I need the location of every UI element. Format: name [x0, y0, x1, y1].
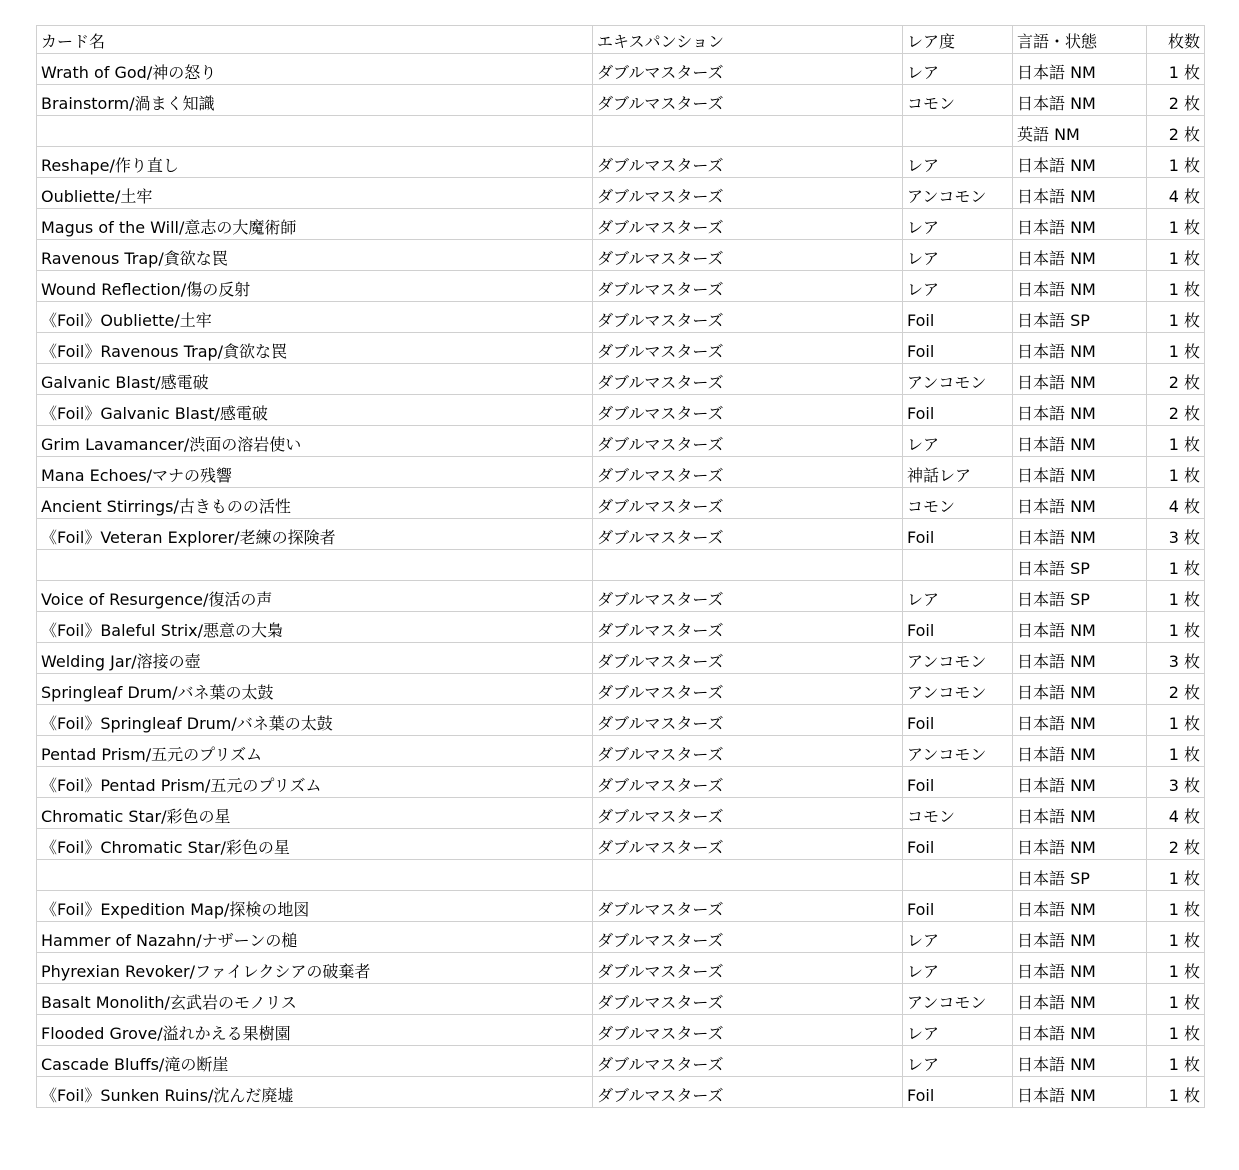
quantity-cell: 3 枚: [1147, 519, 1205, 550]
language-condition-cell: 日本語 NM: [1013, 488, 1147, 519]
rarity-cell: レア: [903, 271, 1013, 302]
rarity-cell: Foil: [903, 705, 1013, 736]
table-row: [37, 767, 1205, 798]
quantity-cell: 1 枚: [1147, 891, 1205, 922]
rarity-cell: レア: [903, 147, 1013, 178]
card-name-cell: Welding Jar/溶接の壺: [37, 643, 593, 674]
card-name-cell: 《Foil》Pentad Prism/五元のプリズム: [37, 767, 593, 798]
table-row: [37, 147, 1205, 178]
rarity-cell: Foil: [903, 767, 1013, 798]
card-name-cell: Wrath of God/神の怒り: [37, 54, 593, 85]
expansion-cell: ダブルマスターズ: [593, 364, 903, 395]
language-condition-cell: 日本語 NM: [1013, 147, 1147, 178]
table-row: [37, 891, 1205, 922]
table-row: [37, 1077, 1205, 1108]
language-condition-cell: 日本語 NM: [1013, 674, 1147, 705]
card-name-cell: [37, 116, 593, 147]
quantity-cell: 1 枚: [1147, 302, 1205, 333]
language-condition-cell: 日本語 NM: [1013, 519, 1147, 550]
expansion-cell: ダブルマスターズ: [593, 426, 903, 457]
language-condition-cell: 日本語 NM: [1013, 891, 1147, 922]
expansion-cell: ダブルマスターズ: [593, 271, 903, 302]
table-row: [37, 860, 1205, 891]
rarity-cell: レア: [903, 54, 1013, 85]
quantity-cell: 2 枚: [1147, 395, 1205, 426]
table-row: [37, 581, 1205, 612]
table-row: [37, 209, 1205, 240]
expansion-cell: ダブルマスターズ: [593, 54, 903, 85]
quantity-cell: 1 枚: [1147, 333, 1205, 364]
language-condition-cell: 日本語 NM: [1013, 829, 1147, 860]
card-name-cell: Springleaf Drum/バネ葉の太鼓: [37, 674, 593, 705]
language-condition-cell: 日本語 SP: [1013, 581, 1147, 612]
card-name-cell: Brainstorm/渦まく知識: [37, 85, 593, 116]
card-name-cell: 《Foil》Springleaf Drum/バネ葉の太鼓: [37, 705, 593, 736]
card-name-cell: Grim Lavamancer/渋面の溶岩使い: [37, 426, 593, 457]
expansion-cell: ダブルマスターズ: [593, 922, 903, 953]
expansion-cell: ダブルマスターズ: [593, 891, 903, 922]
expansion-cell: ダブルマスターズ: [593, 488, 903, 519]
language-condition-cell: 日本語 NM: [1013, 705, 1147, 736]
rarity-cell: アンコモン: [903, 364, 1013, 395]
table-row: [37, 705, 1205, 736]
table-row: [37, 116, 1205, 147]
expansion-cell: ダブルマスターズ: [593, 302, 903, 333]
expansion-cell: [593, 550, 903, 581]
rarity-cell: レア: [903, 581, 1013, 612]
table-row: [37, 240, 1205, 271]
expansion-header: エキスパンション: [593, 26, 903, 54]
expansion-cell: ダブルマスターズ: [593, 240, 903, 271]
table-row: [37, 612, 1205, 643]
quantity-cell: 3 枚: [1147, 767, 1205, 798]
rarity-cell: コモン: [903, 798, 1013, 829]
quantity-cell: 1 枚: [1147, 271, 1205, 302]
language-condition-cell: 日本語 NM: [1013, 395, 1147, 426]
table-row: [37, 302, 1205, 333]
language-condition-cell: 日本語 NM: [1013, 922, 1147, 953]
card-list-sheet: [36, 25, 1204, 1108]
language-condition-cell: 日本語 NM: [1013, 1015, 1147, 1046]
quantity-cell: 1 枚: [1147, 54, 1205, 85]
table-row: [37, 984, 1205, 1015]
card-name-cell: Voice of Resurgence/復活の声: [37, 581, 593, 612]
card-name-cell: Phyrexian Revoker/ファイレクシアの破棄者: [37, 953, 593, 984]
expansion-cell: [593, 860, 903, 891]
language-condition-cell: 日本語 NM: [1013, 426, 1147, 457]
rarity-cell: レア: [903, 240, 1013, 271]
language-condition-cell: 日本語 NM: [1013, 1046, 1147, 1077]
quantity-cell: 2 枚: [1147, 116, 1205, 147]
quantity-cell: 1 枚: [1147, 550, 1205, 581]
quantity-cell: 2 枚: [1147, 85, 1205, 116]
expansion-cell: ダブルマスターズ: [593, 1077, 903, 1108]
card-name-cell: Ravenous Trap/貪欲な罠: [37, 240, 593, 271]
expansion-cell: ダブルマスターズ: [593, 85, 903, 116]
quantity-cell: 1 枚: [1147, 581, 1205, 612]
table-row: [37, 54, 1205, 85]
rarity-cell: レア: [903, 1015, 1013, 1046]
language-condition-cell: 日本語 NM: [1013, 736, 1147, 767]
card-name-cell: Reshape/作り直し: [37, 147, 593, 178]
table-row: [37, 1046, 1205, 1077]
language-condition-cell: 日本語 NM: [1013, 85, 1147, 116]
quantity-cell: 1 枚: [1147, 147, 1205, 178]
table-row: [37, 457, 1205, 488]
card-name-cell: 《Foil》Baleful Strix/悪意の大梟: [37, 612, 593, 643]
card-name-cell: 《Foil》Expedition Map/探検の地図: [37, 891, 593, 922]
table-row: [37, 271, 1205, 302]
expansion-cell: ダブルマスターズ: [593, 457, 903, 488]
quantity-cell: 3 枚: [1147, 643, 1205, 674]
language-condition-cell: 日本語 NM: [1013, 240, 1147, 271]
rarity-cell: アンコモン: [903, 736, 1013, 767]
language-condition-cell: 日本語 SP: [1013, 860, 1147, 891]
card-name-cell: 《Foil》Ravenous Trap/貪欲な罠: [37, 333, 593, 364]
language-condition-cell: 日本語 NM: [1013, 612, 1147, 643]
expansion-cell: ダブルマスターズ: [593, 1015, 903, 1046]
quantity-cell: 1 枚: [1147, 240, 1205, 271]
table-row: [37, 178, 1205, 209]
rarity-cell: Foil: [903, 395, 1013, 426]
rarity-cell: レア: [903, 922, 1013, 953]
card-name-cell: Cascade Bluffs/滝の断崖: [37, 1046, 593, 1077]
rarity-cell: コモン: [903, 85, 1013, 116]
quantity-cell: 1 枚: [1147, 457, 1205, 488]
table-row: [37, 426, 1205, 457]
quantity-cell: 1 枚: [1147, 1046, 1205, 1077]
card-name-cell: 《Foil》Sunken Ruins/沈んだ廃墟: [37, 1077, 593, 1108]
language-condition-cell: 日本語 NM: [1013, 643, 1147, 674]
table-row: [37, 674, 1205, 705]
card-name-cell: 《Foil》Galvanic Blast/感電破: [37, 395, 593, 426]
expansion-cell: ダブルマスターズ: [593, 705, 903, 736]
table-row: [37, 85, 1205, 116]
language-condition-cell: 日本語 SP: [1013, 302, 1147, 333]
rarity-cell: Foil: [903, 829, 1013, 860]
table-row: [37, 395, 1205, 426]
language-condition-cell: 日本語 NM: [1013, 54, 1147, 85]
rarity-cell: Foil: [903, 1077, 1013, 1108]
expansion-cell: ダブルマスターズ: [593, 767, 903, 798]
card-name-cell: 《Foil》Veteran Explorer/老練の探険者: [37, 519, 593, 550]
quantity-cell: 1 枚: [1147, 922, 1205, 953]
expansion-cell: [593, 116, 903, 147]
language-condition-cell: 日本語 NM: [1013, 333, 1147, 364]
quantity-cell: 1 枚: [1147, 705, 1205, 736]
expansion-cell: ダブルマスターズ: [593, 953, 903, 984]
card-name-cell: Chromatic Star/彩色の星: [37, 798, 593, 829]
quantity-cell: 4 枚: [1147, 178, 1205, 209]
card-table: [36, 25, 1205, 1108]
expansion-cell: ダブルマスターズ: [593, 984, 903, 1015]
card-name-cell: 《Foil》Oubliette/土牢: [37, 302, 593, 333]
expansion-cell: ダブルマスターズ: [593, 643, 903, 674]
expansion-cell: ダブルマスターズ: [593, 612, 903, 643]
quantity-cell: 1 枚: [1147, 736, 1205, 767]
language-condition-cell: 日本語 NM: [1013, 457, 1147, 488]
expansion-cell: ダブルマスターズ: [593, 395, 903, 426]
rarity-cell: [903, 550, 1013, 581]
card-name-cell: 《Foil》Chromatic Star/彩色の星: [37, 829, 593, 860]
quantity-cell: 1 枚: [1147, 1077, 1205, 1108]
card-name-cell: Magus of the Will/意志の大魔術師: [37, 209, 593, 240]
language-condition-header: 言語・状態: [1013, 26, 1147, 54]
language-condition-cell: 日本語 NM: [1013, 984, 1147, 1015]
table-row: [37, 1015, 1205, 1046]
rarity-cell: Foil: [903, 519, 1013, 550]
card-name-cell: Galvanic Blast/感電破: [37, 364, 593, 395]
rarity-cell: レア: [903, 1046, 1013, 1077]
table-row: [37, 364, 1205, 395]
rarity-cell: レア: [903, 953, 1013, 984]
card-name-cell: Ancient Stirrings/古きものの活性: [37, 488, 593, 519]
rarity-cell: コモン: [903, 488, 1013, 519]
quantity-cell: 1 枚: [1147, 209, 1205, 240]
quantity-header: 枚数: [1147, 26, 1205, 54]
rarity-cell: 神話レア: [903, 457, 1013, 488]
language-condition-cell: 日本語 NM: [1013, 178, 1147, 209]
card-name-cell: Oubliette/土牢: [37, 178, 593, 209]
table-row: [37, 829, 1205, 860]
rarity-cell: Foil: [903, 891, 1013, 922]
expansion-cell: ダブルマスターズ: [593, 178, 903, 209]
rarity-cell: アンコモン: [903, 984, 1013, 1015]
expansion-cell: ダブルマスターズ: [593, 209, 903, 240]
card-name-cell: Flooded Grove/溢れかえる果樹園: [37, 1015, 593, 1046]
card-name-cell: Wound Reflection/傷の反射: [37, 271, 593, 302]
expansion-cell: ダブルマスターズ: [593, 736, 903, 767]
language-condition-cell: 日本語 NM: [1013, 1077, 1147, 1108]
rarity-header: レア度: [903, 26, 1013, 54]
rarity-cell: アンコモン: [903, 178, 1013, 209]
rarity-cell: Foil: [903, 302, 1013, 333]
table-row: [37, 953, 1205, 984]
table-row: [37, 736, 1205, 767]
quantity-cell: 1 枚: [1147, 612, 1205, 643]
language-condition-cell: 日本語 NM: [1013, 364, 1147, 395]
table-row: [37, 643, 1205, 674]
rarity-cell: Foil: [903, 333, 1013, 364]
table-row: [37, 798, 1205, 829]
quantity-cell: 4 枚: [1147, 488, 1205, 519]
quantity-cell: 1 枚: [1147, 1015, 1205, 1046]
card-name-header: カード名: [37, 26, 593, 54]
expansion-cell: ダブルマスターズ: [593, 147, 903, 178]
card-name-cell: Hammer of Nazahn/ナザーンの槌: [37, 922, 593, 953]
card-name-cell: [37, 550, 593, 581]
table-row: [37, 550, 1205, 581]
rarity-cell: レア: [903, 209, 1013, 240]
quantity-cell: 1 枚: [1147, 953, 1205, 984]
expansion-cell: ダブルマスターズ: [593, 519, 903, 550]
language-condition-cell: 日本語 NM: [1013, 209, 1147, 240]
expansion-cell: ダブルマスターズ: [593, 798, 903, 829]
expansion-cell: ダブルマスターズ: [593, 1046, 903, 1077]
rarity-cell: [903, 116, 1013, 147]
language-condition-cell: 日本語 SP: [1013, 550, 1147, 581]
header-row: [37, 26, 1205, 54]
rarity-cell: アンコモン: [903, 643, 1013, 674]
quantity-cell: 1 枚: [1147, 984, 1205, 1015]
card-name-cell: Pentad Prism/五元のプリズム: [37, 736, 593, 767]
language-condition-cell: 日本語 NM: [1013, 798, 1147, 829]
rarity-cell: レア: [903, 426, 1013, 457]
language-condition-cell: 日本語 NM: [1013, 953, 1147, 984]
table-row: [37, 488, 1205, 519]
rarity-cell: アンコモン: [903, 674, 1013, 705]
rarity-cell: Foil: [903, 612, 1013, 643]
expansion-cell: ダブルマスターズ: [593, 581, 903, 612]
language-condition-cell: 日本語 NM: [1013, 767, 1147, 798]
expansion-cell: ダブルマスターズ: [593, 674, 903, 705]
card-name-cell: Mana Echoes/マナの残響: [37, 457, 593, 488]
table-row: [37, 519, 1205, 550]
card-name-cell: Basalt Monolith/玄武岩のモノリス: [37, 984, 593, 1015]
table-row: [37, 333, 1205, 364]
card-name-cell: [37, 860, 593, 891]
table-row: [37, 922, 1205, 953]
quantity-cell: 4 枚: [1147, 798, 1205, 829]
language-condition-cell: 英語 NM: [1013, 116, 1147, 147]
quantity-cell: 1 枚: [1147, 426, 1205, 457]
quantity-cell: 2 枚: [1147, 674, 1205, 705]
rarity-cell: [903, 860, 1013, 891]
quantity-cell: 2 枚: [1147, 829, 1205, 860]
expansion-cell: ダブルマスターズ: [593, 829, 903, 860]
language-condition-cell: 日本語 NM: [1013, 271, 1147, 302]
expansion-cell: ダブルマスターズ: [593, 333, 903, 364]
quantity-cell: 1 枚: [1147, 860, 1205, 891]
quantity-cell: 2 枚: [1147, 364, 1205, 395]
